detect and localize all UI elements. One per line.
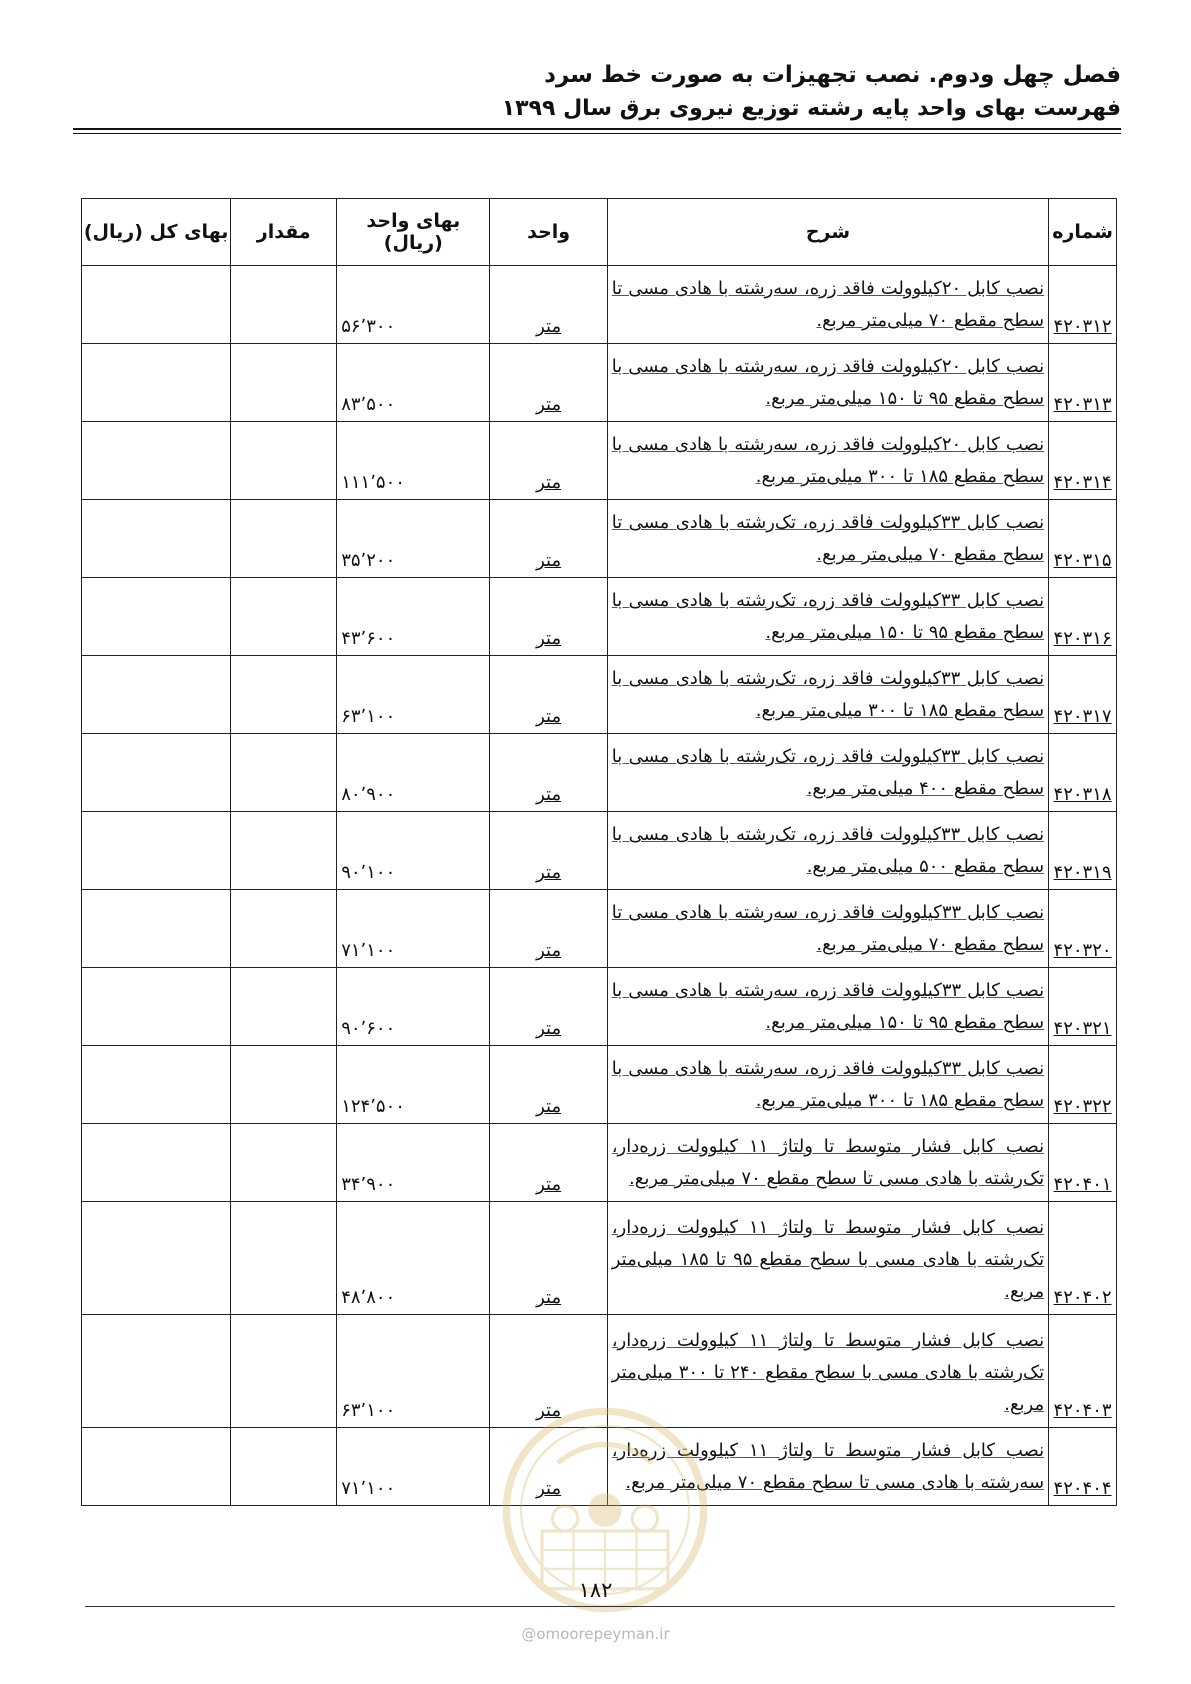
row-code: ۴۲۰۴۰۱ [1049, 1124, 1117, 1202]
row-total-price [82, 578, 231, 656]
row-code: ۴۲۰۳۱۶ [1049, 578, 1117, 656]
row-description: نصب کابل ۳۳کیلوولت فاقد زره، سه‌رشته با هادی مسی با سطح مقطع ۱۸۵ تا ۳۰۰ میلی‌متر مربع. [607, 1046, 1048, 1124]
row-unit: متر [490, 422, 607, 500]
header-description: شرح [607, 199, 1048, 266]
row-description: نصب کابل ۳۳کیلوولت فاقد زره، تک‌رشته با هادی مسی تا سطح مقطع ۷۰ میلی‌متر مربع. [607, 500, 1048, 578]
row-total-price [82, 656, 231, 734]
row-code: ۴۲۰۴۰۲ [1049, 1202, 1117, 1315]
row-unit: متر [490, 266, 607, 344]
row-description: نصب کابل ۲۰کیلوولت فاقد زره، سه‌رشته با هادی مسی تا سطح مقطع ۷۰ میلی‌متر مربع. [607, 266, 1048, 344]
header-total-price: بهای کل (ریال) [82, 199, 231, 266]
row-description: نصب کابل فشار متوسط تا ولتاژ ۱۱ کیلوولت زره‌دار، سه‌رشته با هادی مسی تا سطح مقطع ۷۰ میلی‌متر مربع. [607, 1428, 1048, 1506]
table-row [82, 1315, 1117, 1428]
row-unit: متر [490, 1124, 607, 1202]
row-unit: متر [490, 656, 607, 734]
table-row [82, 578, 1117, 656]
row-code: ۴۲۰۳۲۰ [1049, 890, 1117, 968]
row-unit: متر [490, 812, 607, 890]
row-total-price [82, 1124, 231, 1202]
table-row [82, 1046, 1117, 1124]
row-quantity [231, 656, 337, 734]
row-quantity [231, 1046, 337, 1124]
row-total-price [82, 812, 231, 890]
row-total-price [82, 344, 231, 422]
row-unit: متر [490, 344, 607, 422]
table-body [82, 266, 1117, 1506]
row-unit: متر [490, 1202, 607, 1315]
row-description: نصب کابل فشار متوسط تا ولتاژ ۱۱ کیلوولت زره‌دار، تک‌رشته با هادی مسی تا سطح مقطع ۷۰ میلی‌متر مربع. [607, 1124, 1048, 1202]
row-unit-price: ۶۳٬۱۰۰ [337, 1315, 490, 1428]
row-description: نصب کابل ۳۳کیلوولت فاقد زره، سه‌رشته با هادی مسی با سطح مقطع ۹۵ تا ۱۵۰ میلی‌متر مربع. [607, 968, 1048, 1046]
table-row [82, 656, 1117, 734]
row-code: ۴۲۰۳۱۲ [1049, 266, 1117, 344]
row-description: نصب کابل فشار متوسط تا ولتاژ ۱۱ کیلوولت زره‌دار، تک‌رشته با هادی مسی با سطح مقطع ۹۵ تا ۱۸۵ میلی‌متر مربع. [607, 1202, 1048, 1315]
row-unit-price: ۵۶٬۳۰۰ [337, 266, 490, 344]
row-quantity [231, 890, 337, 968]
row-description: نصب کابل ۳۳کیلوولت فاقد زره، تک‌رشته با هادی مسی با سطح مقطع ۱۸۵ تا ۳۰۰ میلی‌متر مربع. [607, 656, 1048, 734]
header-rule-thin [73, 133, 1121, 134]
table-row [82, 812, 1117, 890]
table-row [82, 500, 1117, 578]
header-quantity: مقدار [231, 199, 337, 266]
row-unit-price: ۳۵٬۲۰۰ [337, 500, 490, 578]
row-quantity [231, 1428, 337, 1506]
row-total-price [82, 422, 231, 500]
row-description: نصب کابل ۳۳کیلوولت فاقد زره، تک‌رشته با هادی مسی با سطح مقطع ۴۰۰ میلی‌متر مربع. [607, 734, 1048, 812]
row-description: نصب کابل ۳۳کیلوولت فاقد زره، تک‌رشته با هادی مسی با سطح مقطع ۵۰۰ میلی‌متر مربع. [607, 812, 1048, 890]
row-unit-price: ۸۳٬۵۰۰ [337, 344, 490, 422]
table-row [82, 344, 1117, 422]
row-code: ۴۲۰۳۱۸ [1049, 734, 1117, 812]
row-code: ۴۲۰۳۱۷ [1049, 656, 1117, 734]
header-unit-price: بهای واحد (ریال) [337, 199, 490, 266]
row-quantity [231, 500, 337, 578]
row-total-price [82, 1046, 231, 1124]
row-unit: متر [490, 968, 607, 1046]
row-unit: متر [490, 1046, 607, 1124]
page-header [71, 58, 1121, 126]
header-code: شماره [1049, 199, 1117, 266]
row-total-price [82, 1315, 231, 1428]
row-description: نصب کابل ۳۳کیلوولت فاقد زره، تک‌رشته با هادی مسی با سطح مقطع ۹۵ تا ۱۵۰ میلی‌متر مربع. [607, 578, 1048, 656]
website-watermark: @omoorepeyman.ir [521, 1625, 670, 1643]
row-unit-price: ۱۱۱٬۵۰۰ [337, 422, 490, 500]
row-total-price [82, 500, 231, 578]
row-unit-price: ۴۳٬۶۰۰ [337, 578, 490, 656]
row-code: ۴۲۰۴۰۳ [1049, 1315, 1117, 1428]
page-number: ۱۸۲ [578, 1578, 613, 1602]
row-unit: متر [490, 578, 607, 656]
row-unit: متر [490, 1315, 607, 1428]
row-quantity [231, 734, 337, 812]
row-quantity [231, 344, 337, 422]
row-code: ۴۲۰۳۱۴ [1049, 422, 1117, 500]
row-total-price [82, 968, 231, 1046]
row-unit-price: ۷۱٬۱۰۰ [337, 1428, 490, 1506]
row-unit: متر [490, 734, 607, 812]
row-code: ۴۲۰۳۱۳ [1049, 344, 1117, 422]
chapter-title: فصل چهل ودوم. نصب تجهیزات به صورت خط سرد [544, 62, 1121, 88]
row-quantity [231, 1315, 337, 1428]
row-unit: متر [490, 1428, 607, 1506]
table-row [82, 1428, 1117, 1506]
table-row [82, 422, 1117, 500]
row-unit-price: ۱۲۴٬۵۰۰ [337, 1046, 490, 1124]
row-code: ۴۲۰۳۱۹ [1049, 812, 1117, 890]
footer-rule [85, 1606, 1115, 1607]
row-description: نصب کابل ۲۰کیلوولت فاقد زره، سه‌رشته با هادی مسی با سطح مقطع ۱۸۵ تا ۳۰۰ میلی‌متر مربع. [607, 422, 1048, 500]
row-code: ۴۲۰۴۰۴ [1049, 1428, 1117, 1506]
row-code: ۴۲۰۳۲۲ [1049, 1046, 1117, 1124]
row-code: ۴۲۰۳۱۵ [1049, 500, 1117, 578]
table-header-row [82, 199, 1117, 266]
table-row [82, 1124, 1117, 1202]
row-unit-price: ۴۸٬۸۰۰ [337, 1202, 490, 1315]
row-quantity [231, 812, 337, 890]
row-quantity [231, 1124, 337, 1202]
row-description: نصب کابل ۳۳کیلوولت فاقد زره، سه‌رشته با هادی مسی تا سطح مقطع ۷۰ میلی‌متر مربع. [607, 890, 1048, 968]
row-code: ۴۲۰۳۲۱ [1049, 968, 1117, 1046]
row-total-price [82, 734, 231, 812]
table-row [82, 266, 1117, 344]
row-quantity [231, 578, 337, 656]
row-unit-price: ۹۰٬۶۰۰ [337, 968, 490, 1046]
row-total-price [82, 266, 231, 344]
row-total-price [82, 890, 231, 968]
header-unit: واحد [490, 199, 607, 266]
row-total-price [82, 1202, 231, 1315]
row-unit: متر [490, 890, 607, 968]
row-unit-price: ۹۰٬۱۰۰ [337, 812, 490, 890]
row-unit-price: ۸۰٬۹۰۰ [337, 734, 490, 812]
table-row [82, 734, 1117, 812]
price-table [81, 198, 1117, 1506]
row-quantity [231, 422, 337, 500]
row-quantity [231, 266, 337, 344]
book-title: فهرست بهای واحد پایه رشته توزیع نیروی برق سال ۱۳۹۹ [501, 96, 1121, 121]
table-row [82, 1202, 1117, 1315]
row-description: نصب کابل فشار متوسط تا ولتاژ ۱۱ کیلوولت زره‌دار، تک‌رشته با هادی مسی با سطح مقطع ۲۴۰ تا ۳۰۰ میلی‌متر مربع. [607, 1315, 1048, 1428]
header-rule-thick [73, 128, 1121, 130]
row-quantity [231, 968, 337, 1046]
row-description: نصب کابل ۲۰کیلوولت فاقد زره، سه‌رشته با هادی مسی با سطح مقطع ۹۵ تا ۱۵۰ میلی‌متر مربع. [607, 344, 1048, 422]
row-unit: متر [490, 500, 607, 578]
row-total-price [82, 1428, 231, 1506]
row-quantity [231, 1202, 337, 1315]
row-unit-price: ۶۳٬۱۰۰ [337, 656, 490, 734]
row-unit-price: ۳۴٬۹۰۰ [337, 1124, 490, 1202]
table-row [82, 890, 1117, 968]
row-unit-price: ۷۱٬۱۰۰ [337, 890, 490, 968]
table-row [82, 968, 1117, 1046]
